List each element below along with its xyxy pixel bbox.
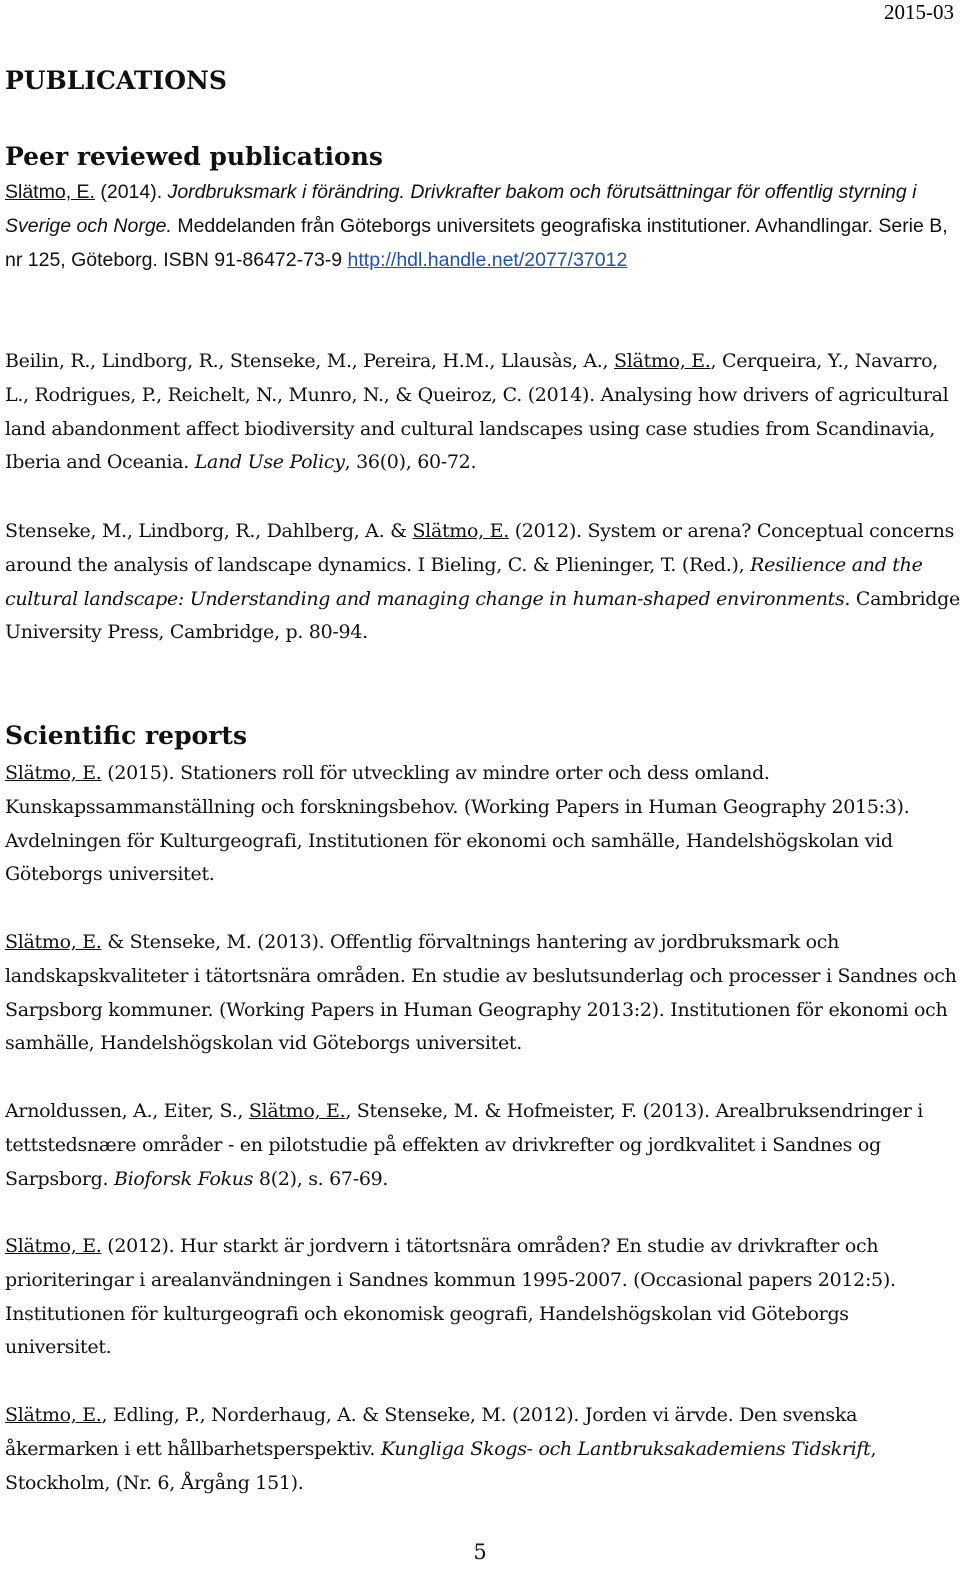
entry-tail: . Cambridge University Press, Cambridge, p. 80-94.: [5, 587, 960, 644]
author-highlight: Slätmo, E.: [5, 1235, 102, 1257]
entry-details: Meddelanden från Göteborgs universitets geografiska institutioner. Avhandlingar. Serie B, nr 125, Göteborg. ISBN 91-86472-73-9: [5, 214, 948, 271]
section-heading-peer-reviewed: Peer reviewed publications: [5, 142, 383, 171]
author-highlight: Slätmo, E.: [5, 931, 102, 953]
entry-details: , Stenseke, M. & Hofmeister, F. (2013). Arealbruksendringer i tettstedsnære områder - en pilotstudie på effekten av drivkrefter og jordkvalitet i Sandnes og Sarpsborg.: [5, 1100, 924, 1190]
publication-entry: [5, 1230, 960, 1365]
author-highlight: Slätmo, E.: [412, 520, 509, 542]
entry-tail: , Stockholm, (Nr. 6, Årgång 151).: [5, 1437, 877, 1494]
author-highlight: Slätmo, E.: [5, 181, 95, 203]
publication-entry: [5, 345, 960, 480]
publication-entry: [5, 1095, 960, 1196]
entry-tail: , 36(0), 60-72.: [344, 451, 477, 474]
publication-entry: [5, 757, 960, 892]
entry-details: (2012). Hur starkt är jordvern i tätortsnära områden? En studie av drivkrafter och prioriteringar i arealanvändningen i Sandnes kommun 1995-2007. (Occasional papers 2012:5). Institutionen för kulturgeografi och ekonomisk geografi, Handelshögskolan vid Göteborgs universitet.: [5, 1235, 896, 1359]
entry-journal: Kungliga Skogs- och Lantbruksakademiens Tidskrift: [380, 1437, 871, 1460]
entry-authors: Stenseke, M., Lindborg, R., Dahlberg, A. &: [5, 520, 413, 542]
publication-entry: [5, 926, 960, 1061]
entry-authors: Beilin, R., Lindborg, R., Stenseke, M., Pereira, H.M., Llausàs, A.,: [5, 350, 615, 372]
author-highlight: Slätmo, E.: [5, 1404, 102, 1426]
entry-details: , Edling, P., Norderhaug, A. & Stenseke, M. (2012). Jorden vi ärvde. Den svenska åkermarken i ett hållbarhetsperspektiv.: [5, 1404, 858, 1460]
author-highlight: Slätmo, E.: [5, 762, 102, 784]
entry-details: , Cerqueira, Y., Navarro, L., Rodrigues, P., Reichelt, N., Munro, N., & Queiroz, C. (2014). Analysing how drivers of agricultural land abandonment affect biodiversity and cultural landscapes using case studies from Scandinavia, Iberia and Oceania.: [5, 350, 949, 474]
entry-details: & Stenseke, M. (2013). Offentlig förvaltnings hantering av jordbruksmark och landskapskvaliteter i tätortsnära områden. En studie av beslutsunderlag och processer i Sandnes och Sarpsborg kommuner. (Working Papers in Human Geography 2013:2). Institutionen för ekonomi och samhälle, Handelshögskolan vid Göteborgs universitet.: [5, 931, 957, 1055]
handle-link[interactable]: http://hdl.handle.net/2077/37012: [347, 248, 628, 271]
author-highlight: Slätmo, E.: [614, 350, 711, 372]
entry-details: (2015). Stationers roll för utveckling av mindre orter och dess omland. Kunskapssammanställning och forskningsbehov. (Working Papers in Human Geography 2015:3). Avdelningen för Kulturgeografi, Institutionen för ekonomi och samhälle, Handelshögskolan vid Göteborgs universitet.: [5, 762, 910, 886]
entry-tail: 8(2), s. 67-69.: [253, 1167, 389, 1190]
entry-journal: Land Use Policy: [194, 451, 345, 474]
header-date: 2015-03: [884, 0, 954, 24]
section-heading-scientific-reports: Scientific reports: [5, 721, 248, 750]
page-title: PUBLICATIONS: [5, 66, 227, 95]
publication-entry: [5, 515, 960, 650]
entry-year: (2014).: [94, 181, 168, 203]
publication-entry: [5, 176, 960, 277]
author-highlight: Slätmo, E.: [248, 1100, 346, 1122]
entry-authors: Arnoldussen, A., Eiter, S.,: [5, 1100, 249, 1122]
entry-journal: Bioforsk Fokus: [113, 1167, 254, 1190]
publication-entry: [5, 1399, 960, 1500]
entry-book: Resilience and the cultural landscape: Understanding and managing change in human-shaped environments: [5, 553, 923, 610]
entry-details: (2012). System or arena? Conceptual concerns around the analysis of landscape dynamics. I Bieling, C. & Plieninger, T. (Red.),: [5, 520, 955, 576]
entry-title: Jordbruksmark i förändring. Drivkrafter bakom och förutsättningar för offentlig styrning i Sverige och Norge.: [5, 181, 917, 237]
page-number: 5: [473, 1540, 487, 1564]
